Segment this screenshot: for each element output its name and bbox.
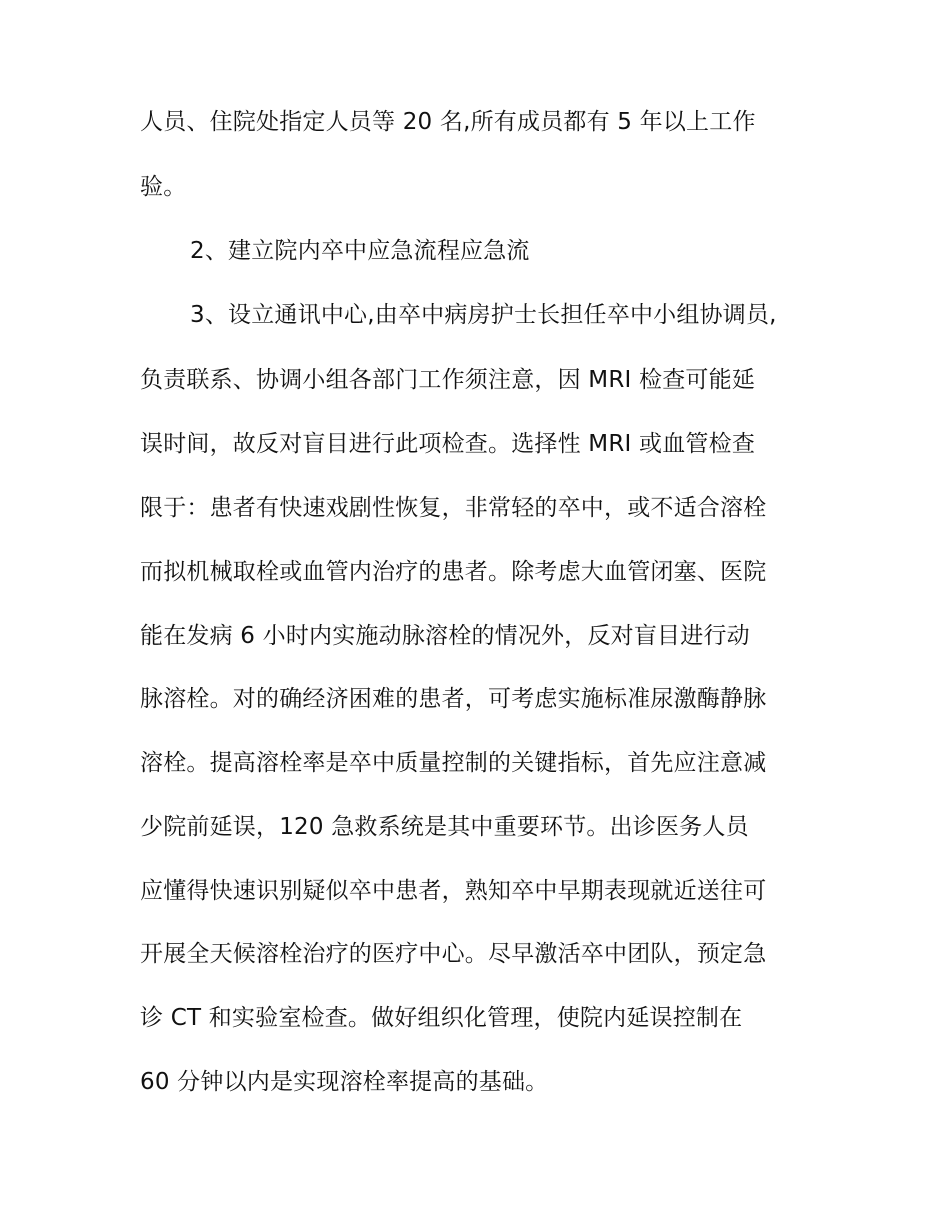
text-line: 误时间，故反对盲目进行此项检查。选择性 MRI 或血管检查 — [140, 431, 756, 457]
list-item-3: 3、设立通讯中心,由卒中病房护士长担任卒中小组协调员, — [190, 302, 777, 328]
text-line: 60 分钟以内是实现溶栓率提高的基础。 — [140, 1069, 549, 1095]
text-line: 能在发病 6 小时内实施动脉溶栓的情况外，反对盲目进行动 — [140, 623, 750, 649]
text-line: 验。 — [140, 174, 187, 200]
text-line: 负责联系、协调小组各部门工作须注意，因 MRI 检查可能延 — [140, 367, 756, 393]
text-line: 溶栓。提高溶栓率是卒中质量控制的关键指标，首先应注意减 — [140, 750, 767, 776]
text-line: 限于：患者有快速戏剧性恢复，非常轻的卒中，或不适合溶栓 — [140, 495, 767, 521]
text-line: 人员、住院处指定人员等 20 名,所有成员都有 5 年以上工作 — [140, 109, 756, 135]
text-line: 而拟机械取栓或血管内治疗的患者。除考虑大血管闭塞、医院 — [140, 559, 767, 585]
text-line: 脉溶栓。对的确经济困难的患者，可考虑实施标准尿激酶静脉 — [140, 686, 767, 712]
text-line: 开展全天候溶栓治疗的医疗中心。尽早激活卒中团队，预定急 — [140, 941, 767, 967]
list-item-2: 2、建立院内卒中应急流程应急流 — [190, 238, 530, 264]
text-line: 应懂得快速识别疑似卒中患者，熟知卒中早期表现就近送往可 — [140, 878, 767, 904]
text-line: 诊 CT 和实验室检查。做好组织化管理，使院内延误控制在 — [140, 1005, 743, 1031]
text-line: 少院前延误，120 急救系统是其中重要环节。出诊医务人员 — [140, 814, 749, 840]
